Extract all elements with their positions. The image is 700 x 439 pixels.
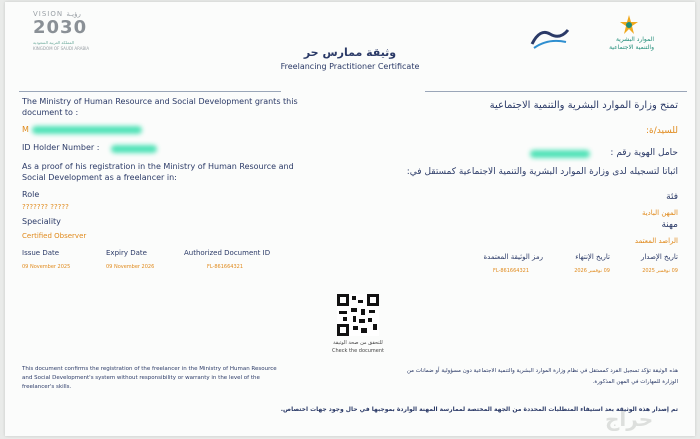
qr-caption-ar: للتحقق من صحة الوثيقة — [333, 340, 383, 346]
ar-proof-line: اثباتا لتسجيله لدى وزارة الموارد البشرية والتنمية الاجتماعية كمستقل في: — [406, 167, 678, 177]
en-speciality-label: Speciality — [22, 217, 61, 226]
en-role-label: Role — [22, 190, 40, 199]
certificate-page — [5, 2, 695, 436]
en-docid-label: Authorized Document ID — [184, 249, 271, 257]
redacted-ar-id — [530, 150, 590, 158]
header-divider-right — [425, 91, 687, 92]
ar-accredited-label: الراصد المعتمد — [634, 237, 678, 245]
haraj-watermark: حراج — [605, 407, 654, 431]
en-speciality-value: Certified Observer — [22, 232, 87, 240]
en-footer-line3: freelancer's skills. — [22, 384, 72, 390]
header-divider-left — [19, 91, 281, 92]
en-footer-line1: This document confirms the registration of the freelancer in the Ministry of Human Resource — [22, 366, 277, 372]
ar-profession-label: المهن البادية — [641, 209, 678, 217]
hrsd-star-icon — [618, 14, 640, 36]
en-id-label: ID Holder Number : — [22, 143, 100, 152]
ar-expiry-label: تاريخ الإنتهاء — [575, 253, 610, 261]
qr-code[interactable] — [337, 294, 379, 336]
redacted-name — [32, 126, 142, 134]
hrsd-logo-line1: الموارد البشرية — [615, 36, 654, 43]
ar-footer-line1: هذه الوثيقة تؤكد تسجيل الفرد كمستقل في نظام وزارة الموارد البشرية والتنمية الاجتماعية دون مسؤولية أو ضمانات من — [406, 368, 678, 374]
en-expiry-label: Expiry Date — [106, 249, 147, 257]
en-proof-line2: Social Development as a freelancer in: — [22, 173, 177, 182]
ar-docid-label: رمز الوثيقة المعتمدة — [483, 253, 543, 261]
en-role-value: ??????? ????? — [22, 203, 69, 211]
vision-logo-sub1: المملكة العربية السعودية — [33, 40, 75, 45]
vision-logo-top: VISION رؤيـة — [33, 10, 81, 18]
en-grant-line1: The Ministry of Human Resource and Social Development grants this — [22, 97, 298, 106]
qr-caption-en: Check the document — [332, 348, 384, 354]
ar-id-label: حامل الهوية رقم : — [610, 148, 678, 158]
ar-name-label: للسيد/ة: — [646, 126, 678, 136]
en-footer-line2: and Social Development's system without responsibility or warranty in the level of the — [22, 375, 260, 381]
ar-footer-bold: تم إصدار هذه الوثيقة بعد استيفاء المتطلبات المحددة من الجهة المختصة لممارسة المهنة الواردة بموجبها في حال وجود جهات اختصاص. — [280, 406, 678, 413]
en-docid-value: FL-861664321 — [207, 264, 244, 270]
ar-grant-line: تمنح وزارة الموارد البشرية والتنمية الاجتماعية — [489, 100, 678, 111]
page-title-en: Freelancing Practitioner Certificate — [280, 62, 420, 71]
ar-issue-label: تاريخ الإصدار — [640, 253, 678, 261]
vision-logo-year: 2030 — [33, 17, 88, 38]
ar-category-value: فئة — [666, 192, 678, 202]
en-issue-value: 09 November 2025 — [22, 264, 71, 270]
ar-docid-value: FL-861664321 — [493, 268, 530, 274]
en-expiry-value: 09 November 2026 — [106, 264, 155, 270]
en-grant-line2: document to : — [22, 108, 79, 117]
redacted-id — [111, 145, 157, 153]
ar-expiry-value: 09 نوفمبر 2026 — [574, 268, 610, 274]
ar-profession-value: مهنة — [661, 220, 678, 230]
en-proof-line1: As a proof of his registration in the Ministry of Human Resource and — [22, 162, 294, 171]
vision-logo-sub2: KINGDOM OF SAUDI ARABIA — [33, 46, 90, 51]
page-title-ar: وثيقة ممارس حر — [303, 46, 397, 59]
en-name-value: M — [22, 125, 29, 134]
ar-footer-line2: الوزارة للمهارات في المهن المذكورة. — [592, 379, 678, 385]
hrsd-logo-line2: والتنمية الاجتماعية — [609, 44, 654, 51]
ar-issue-value: 09 نوفمبر 2025 — [642, 268, 678, 274]
en-issue-label: Issue Date — [22, 249, 60, 257]
